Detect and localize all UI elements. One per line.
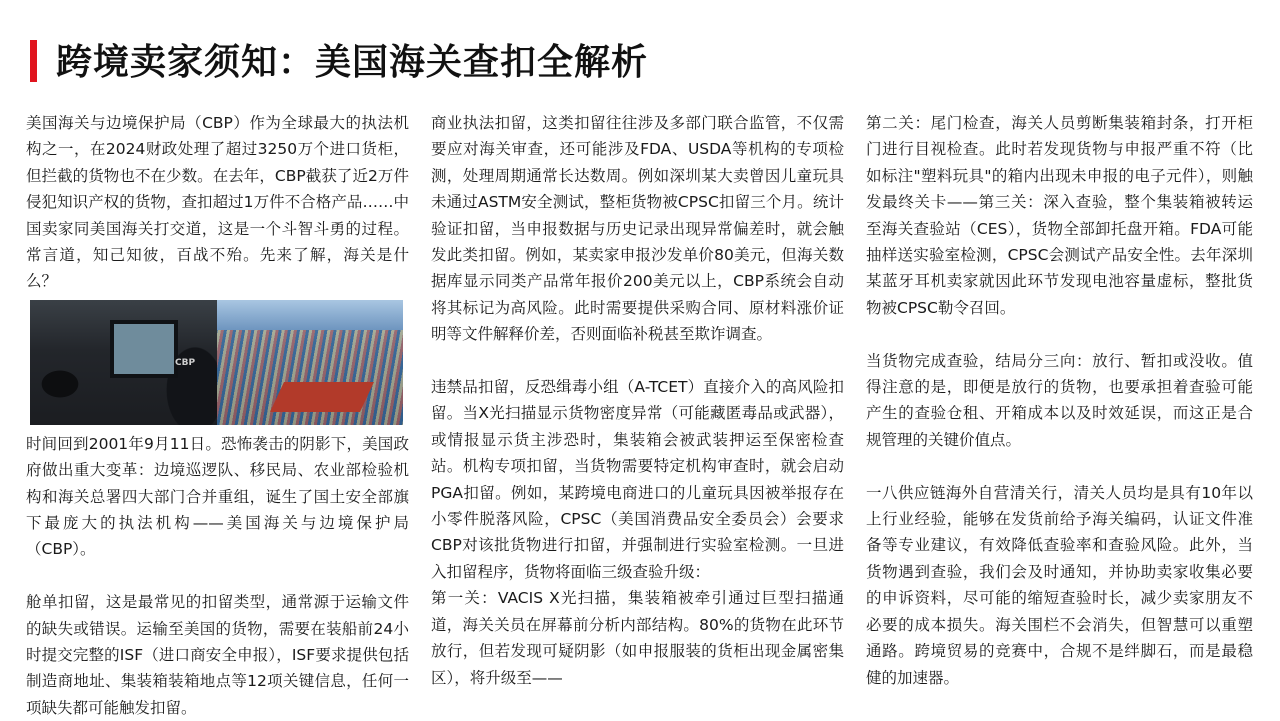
photo-label: CBP <box>175 357 196 368</box>
paragraph: 第二关：尾门检查，海关人员剪断集装箱封条，打开柜门进行目视检查。此时若发现货物与申报严重不符（比如标注"塑料玩具"的箱内出现未申报的电子元件），则触发最终关卡——第三关：深入查验，整个集装箱被转运至海关查验站（CES），货物全部卸托盘开箱。FDA可能抽样送实验室检测，CPSC会测试产品安全性。去年深圳某蓝牙耳机卖家就因此环节发现电池容量虚标，整批货物被CPSC勒令召回。 <box>866 114 1253 317</box>
paragraph: 时间回到2001年9月11日。恐怖袭击的阴影下，美国政府做出重大变革：边境巡逻队、移民局、农业部检验机构和海关总署四大部门合并重组，诞生了国土安全部旗下最庞大的执法机构——美国海关与边境保护局（CBP）。 <box>26 434 409 559</box>
paragraph: 商业执法扣留，这类扣留往往涉及多部门联合监管，不仅需要应对海关审查，还可能涉及FDA、USDA等机构的专项检测，处理周期通常长达数周。例如深圳某大卖曾因儿童玩具未通过ASTM安全测试，整柜货物被CPSC扣留三个月。统计验证扣留，当申报数据与历史记录出现异常偏差时，就会触发此类扣留。例如，某卖家申报沙发单价80美元，但海关数据库显示同类产品常年报价200美元以上，CBP系统会自动将其标记为高风险。此时需要提供采购合同、原材料涨价证明等文件解释价差，否则面临补税甚至欺诈调查。 <box>431 114 844 344</box>
paragraph: 第一关：VACIS X光扫描，集装箱被牵引通过巨型扫描通道，海关关员在屏幕前分析内部结构。80%的货物在此环节放行，但若发现可疑阴影（如申报服装的货柜出现金属密集区），将升级至—— <box>431 589 844 687</box>
paragraph: 违禁品扣留，反恐缉毒小组（A-TCET）直接介入的高风险扣留。当X光扫描显示货物密度异常（可能藏匿毒品或武器），或情报显示货主涉恐时，集装箱会被武装押运至保密检查站。机构专项扣留，当货物需要特定机构审查时，就会启动PGA扣留。例如，某跨境电商进口的儿童玩具因被举报存在小零件脱落风险，CPSC（美国消费品安全委员会）会要求 CBP对该批货物进行扣留，并强制进行实验室检测。一旦进入扣留程序，货物将面临三级查验升级： <box>431 378 844 581</box>
article-column-1 <box>26 110 409 721</box>
photo-row <box>30 300 403 425</box>
article-column-3 <box>866 110 1253 691</box>
cbp-officers-photo <box>30 300 217 425</box>
paragraph: 当货物完成查验，结局分三向：放行、暂扣或没收。值得注意的是，即便是放行的货物，也要承担着查验可能产生的查验仓租、开箱成本以及时效延误，而这正是合规管理的关键价值点。 <box>866 351 1253 449</box>
paragraph: 美国海关与边境保护局（CBP）作为全球最大的执法机构之一，在2024财政处理了超过3250万个进口货柜，但拦截的货物也不在少数。在去年，CBP截获了近2万件侵犯知识产权的货物，查扣超过1万件不合格产品……中国卖家同美国海关打交道，这是一个斗智斗勇的过程。常言道，知己知彼，百战不殆。先来了解，海关是什么？ <box>26 114 409 291</box>
paragraph: 舱单扣留，这是最常见的扣留类型，通常源于运输文件的缺失或错误。运输至美国的货物，需要在装船前24小时提交完整的ISF（进口商安全申报），ISF要求提供包括制造商地址、集装箱装箱地点等12项关键信息，任何一项缺失都可能触发扣留。 <box>26 593 409 717</box>
paragraph: 一八供应链海外自营清关行，清关人员均是具有10年以上行业经验，能够在发货前给予海关编码，认证文件准备等专业建议，有效降低查验率和查验风险。此外，当货物遇到查验，我们会及时通知，并协助卖家收集必要的申诉资料，尽可能的缩短查验时长，减少卖家朋友不必要的成本损失。海关围栏不会消失，但智慧可以重塑通路。跨境贸易的竞赛中，合规不是绊脚石，而是最稳健的加速器。 <box>866 483 1253 687</box>
article-column-2 <box>431 110 844 691</box>
container-port-photo <box>217 300 403 425</box>
page-title: 跨境卖家须知：美国海关查扣全解析 <box>56 42 649 83</box>
title-accent-bar <box>30 40 37 82</box>
